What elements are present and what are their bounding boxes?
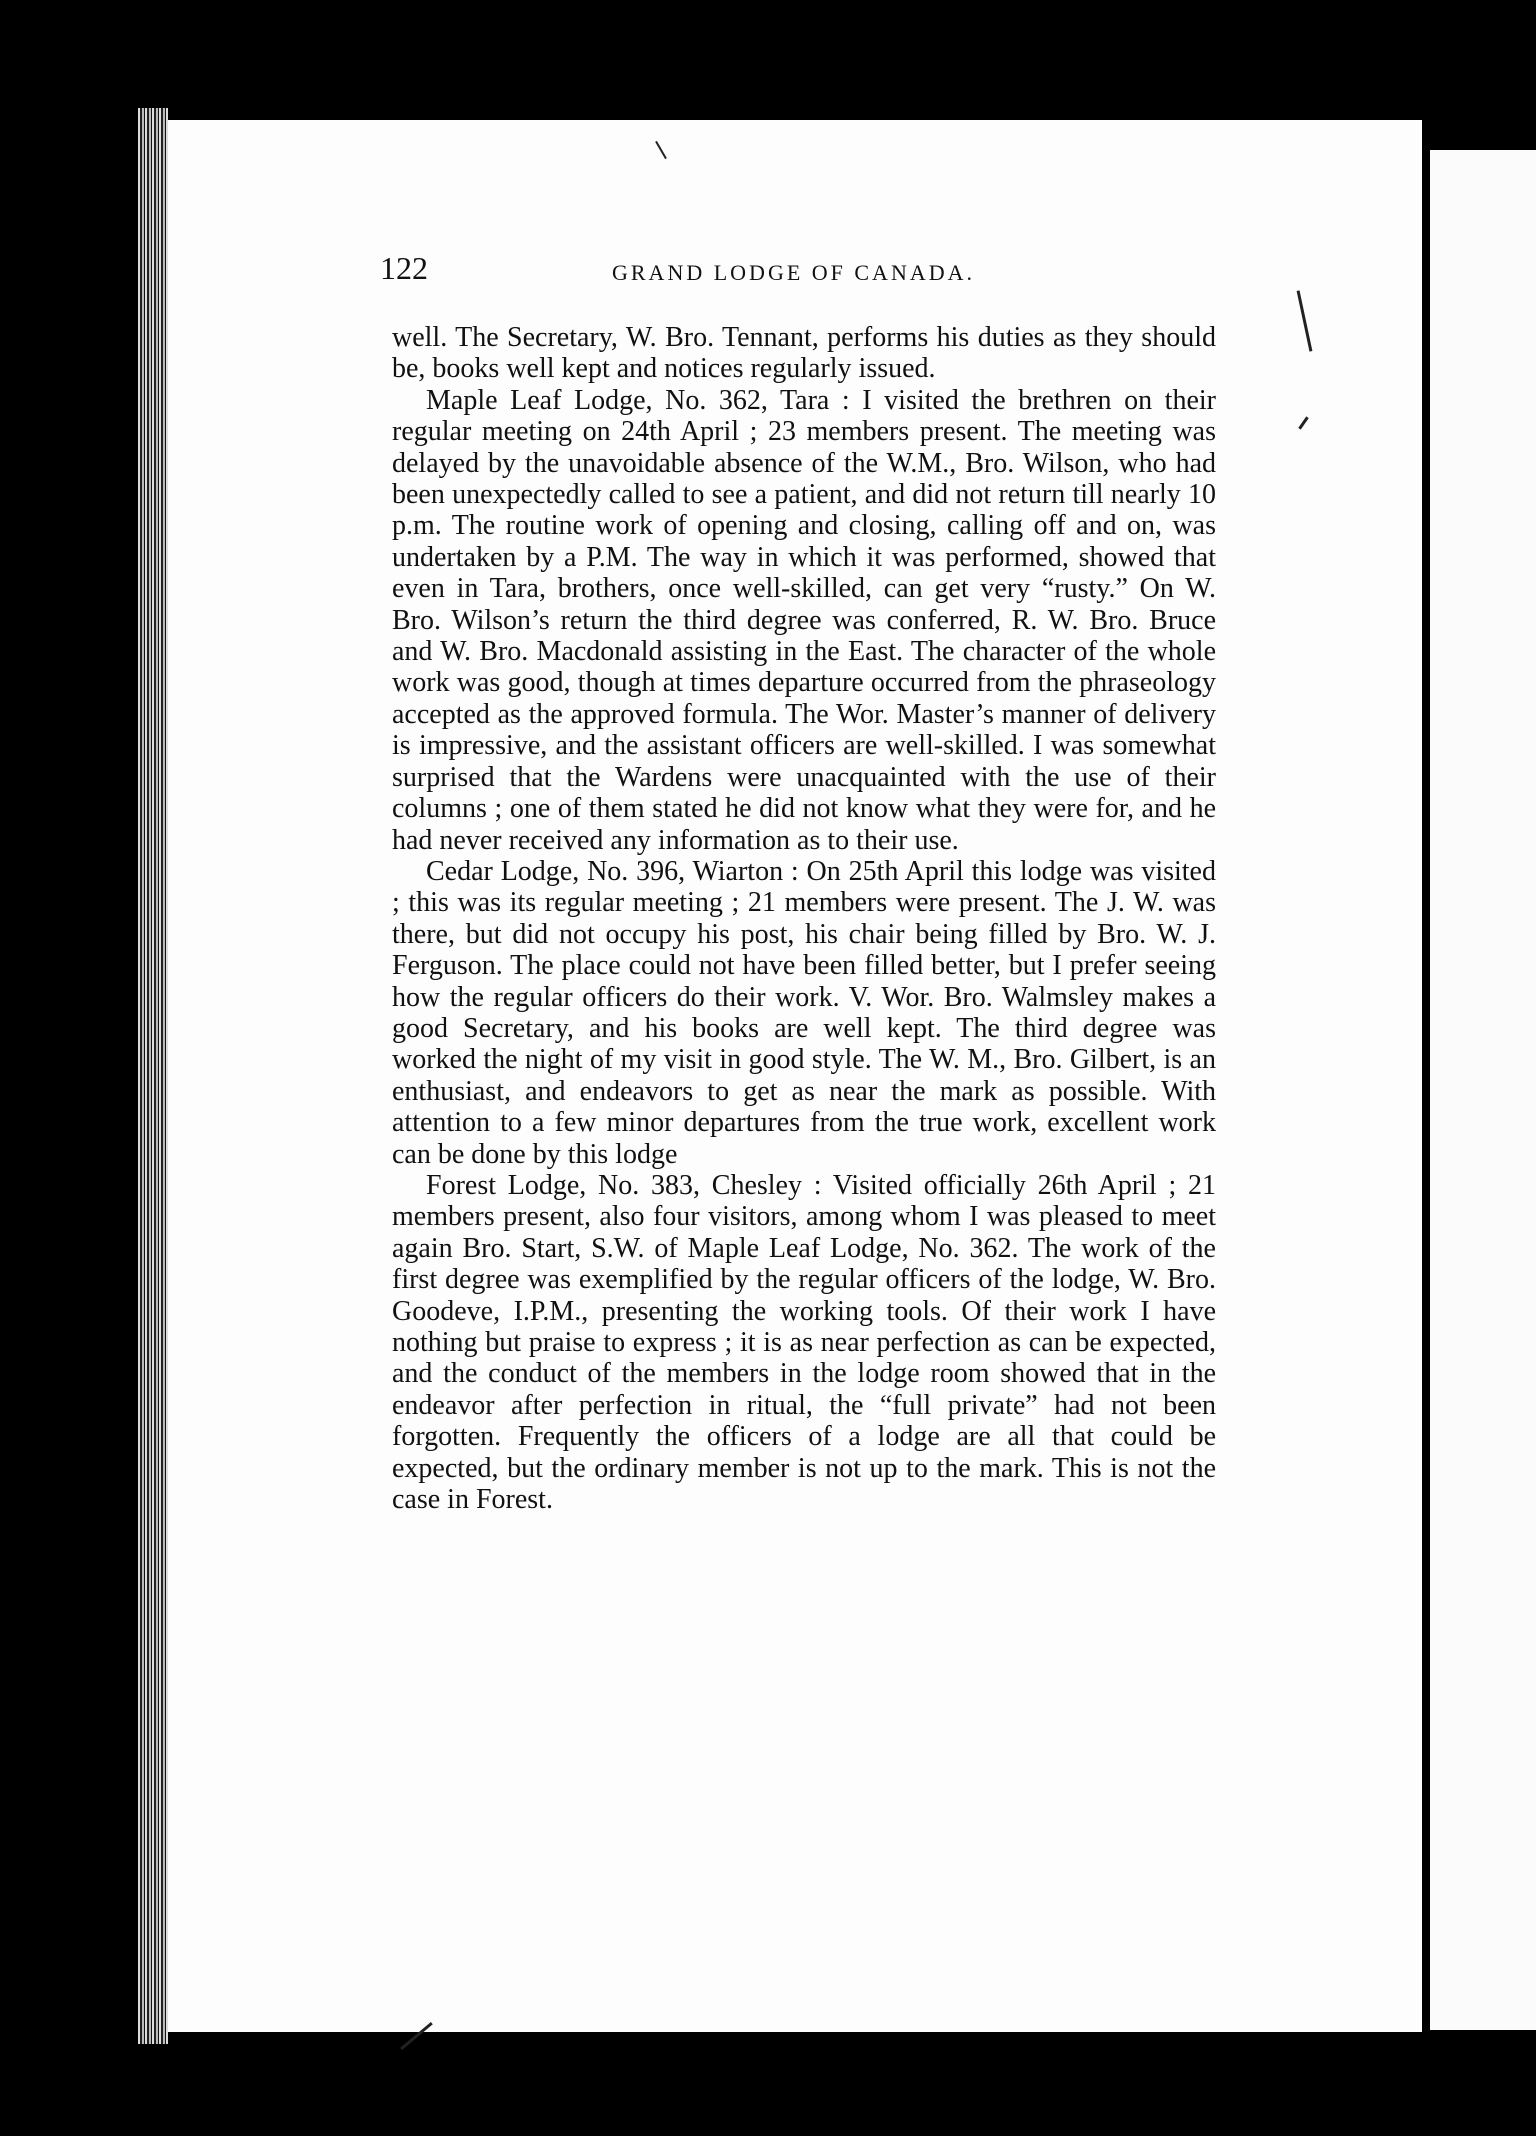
paragraph-forest-lodge: Forest Lodge, No. 383, Chesley : Visited officially 26th April ; 21 members present, also four visitors, among whom I was pleased to meet again Bro. Start, S.W. of Maple Leaf Lodge, No. 362. The work of the first degree was exemplified by the regular officers of the lodge, W. Bro. Goodeve, I.P.M., presenting the working tools. Of their work I have nothing but praise to express ; it is as near perfection as can be expected, and the conduct of the members in the lodge room showed that in the endeavor after perfection in ritual, the “full private” had not been forgotten. Frequently the officers of a lodge are all that could be expected, but the ordinary member is not up to the mark. This is not the case in Forest. [392,1169,1216,1516]
page-edges-stack [138,108,168,2044]
page-number: 122 [380,250,428,286]
paragraph-continuation: well. The Secretary, W. Bro. Tennant, performs his duties as they should be, books well kept and notices regularly issued. [392,322,1216,385]
page-header [380,250,1000,300]
running-head: GRAND LODGE OF CANADA. [612,260,975,285]
body-text [392,322,1216,1515]
paragraph-maple-leaf-lodge: Maple Leaf Lodge, No. 362, Tara : I visited the brethren on their regular meeting on 24th April ; 23 members present. The meeting was delayed by the unavoidable absence of the W.M., Bro. Wilson, who had been unexpectedly called to see a patient, and did not return till nearly 10 p.m. The routine work of opening and closing, calling off and on, was undertaken by a P.M. The way in which it was performed, showed that even in Tara, brothers, once well-skilled, can get very “rusty.” On W. Bro. Wilson’s return the third degree was conferred, R. W. Bro. Bruce and W. Bro. Macdonald assisting in the East. The character of the whole work was good, though at times departure occurred from the phraseology accepted as the approved formula. The Wor. Master’s manner of delivery is impressive, and the assistant officers are well-skilled. I was somewhat surprised that the Wardens were unacquainted with the use of their columns ; one of them stated he did not know what they were for, and he had never received any information as to their use. [392,384,1216,856]
adjacent-page-strip [1430,150,1536,2030]
paragraph-cedar-lodge: Cedar Lodge, No. 396, Wiarton : On 25th April this lodge was visited ; this was its regular meeting ; 21 members were present. The J. W. was there, but did not occupy his post, his chair being filled by Bro. W. J. Ferguson. The place could not have been filled better, but I prefer seeing how the regular officers do their work. V. Wor. Bro. Walmsley makes a good Secretary, and his books are well kept. The third degree was worked the night of my visit in good style. The W. M., Bro. Gilbert, is an enthusiast, and endeavors to get as near the mark as possible. With attention to a few minor departures from the true work, excellent work can be done by this lodge [392,855,1216,1170]
page-gutter-divider [1422,140,1430,2036]
